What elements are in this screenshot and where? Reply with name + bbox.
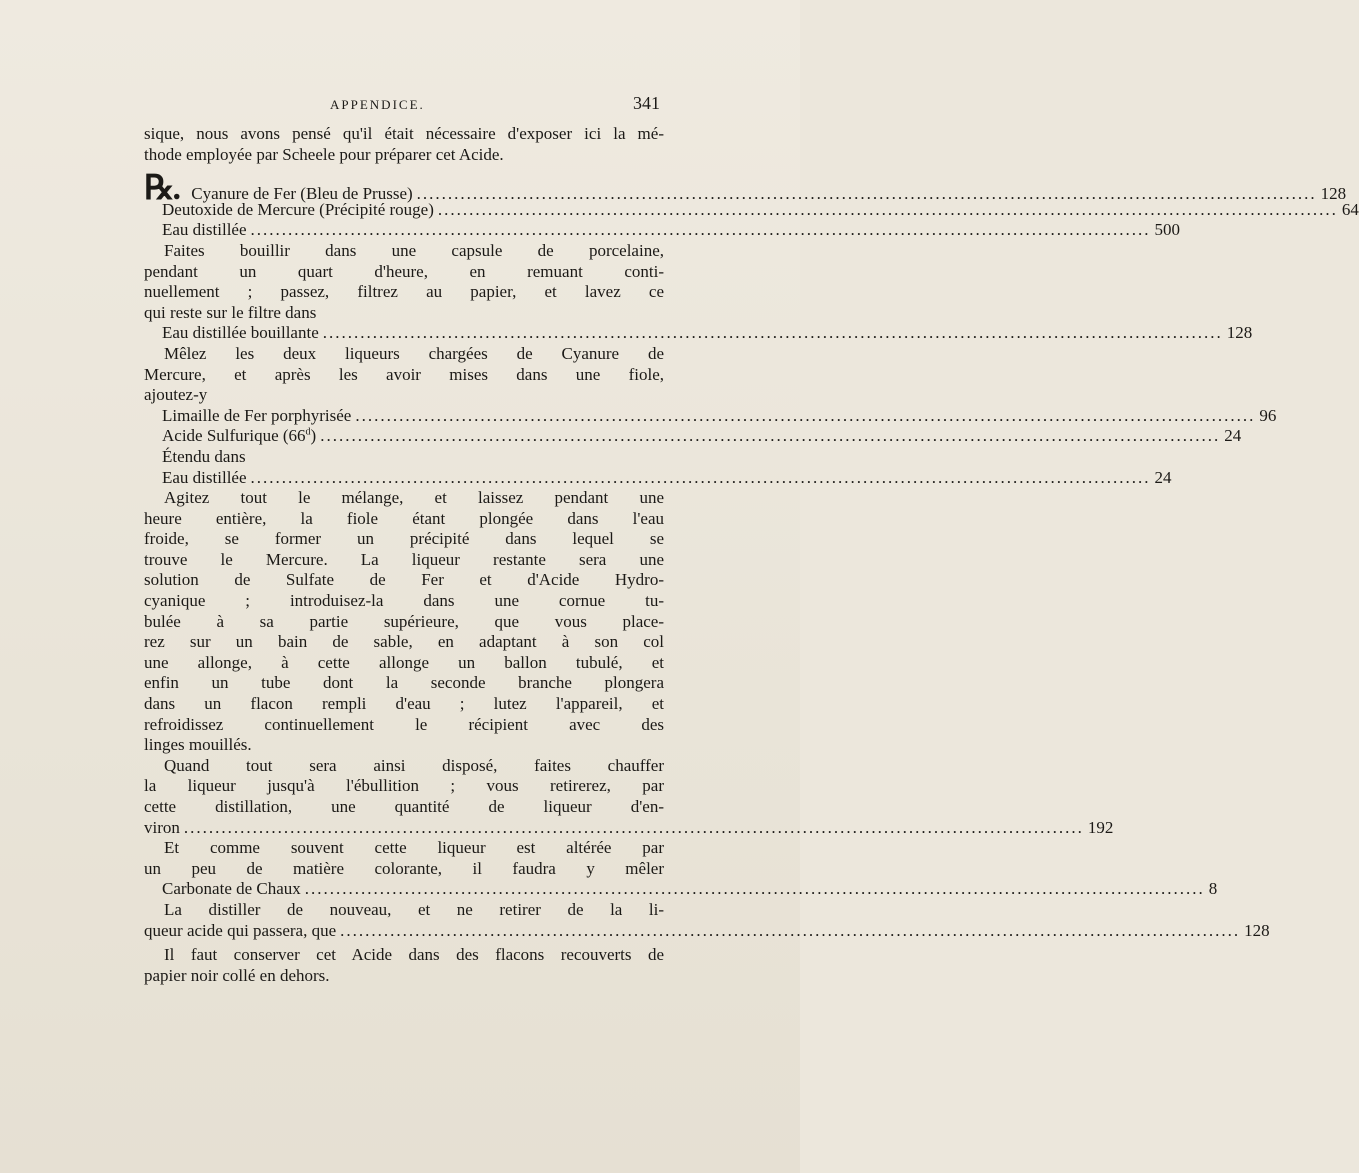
ingredient-quantity: 128 xyxy=(1244,920,1270,940)
paragraph-line: solution de Sulfate de Fer et d'Acide Hydro- xyxy=(144,570,664,590)
paragraph-line: qui reste sur le filtre dans xyxy=(144,302,317,322)
leader-dots: ................................................................................................................................................ xyxy=(340,920,1241,940)
ingredient-label: viron xyxy=(144,817,180,837)
recipe-item xyxy=(144,426,1242,447)
ingredient-quantity: 24 xyxy=(1224,426,1242,446)
paragraph-line: linges mouillés. xyxy=(144,735,252,755)
ingredient-quantity: 192 xyxy=(1087,817,1114,837)
closing-line: Il faut conserver cet Acide dans des flacons recouverts de xyxy=(164,945,664,965)
ingredient-quantity: 96 xyxy=(1259,405,1277,425)
paragraph-line: nuellement ; passez, filtrez au papier, et lavez ce xyxy=(144,282,664,302)
recipe-item xyxy=(144,467,1172,489)
paragraph-line: bulée à sa partie supérieure, que vous place- xyxy=(144,611,664,631)
degree-superscript: d xyxy=(305,426,311,438)
leader-dots: ................................................................................................................................................ xyxy=(322,323,1223,343)
body-text xyxy=(144,124,1359,986)
leader-dots: ................................................................................................................................................ xyxy=(304,879,1205,899)
paragraph-line: ajoutez-y xyxy=(144,385,208,405)
recipe-item xyxy=(144,199,1359,221)
leader-dots: ................................................................................................................................................ xyxy=(183,817,1084,837)
ingredient-label: Carbonate de Chaux xyxy=(162,879,301,899)
paragraph-line: un peu de matière colorante, il faudra y mêler xyxy=(144,858,664,878)
paragraph-line: Étendu dans xyxy=(162,446,246,466)
recipe-symbol: ℞. xyxy=(144,170,179,208)
ingredient-label: Acide Sulfurique (66 xyxy=(162,426,306,446)
leader-dots: ................................................................................................................................................ xyxy=(416,184,1317,204)
ingredient-label-end: ) xyxy=(310,426,317,446)
recipe-item xyxy=(144,405,1277,427)
page-number: 341 xyxy=(633,93,660,113)
ingredient-quantity: 128 xyxy=(1320,184,1347,204)
paragraph-line: dans un flacon rempli d'eau ; lutez l'appareil, et xyxy=(144,694,664,714)
paragraph-line: une allonge, à cette allonge un ballon tubulé, et xyxy=(144,652,664,672)
paragraph-line: heure entière, la fiole étant plongée dans l'eau xyxy=(144,508,664,528)
paragraph-line: Mêlez les deux liqueurs chargées de Cyanure de xyxy=(164,343,664,363)
leader-dots: ................................................................................................................................................ xyxy=(250,467,1151,487)
leader-dots: ................................................................................................................................................ xyxy=(320,426,1221,446)
leader-dots: ................................................................................................................................................ xyxy=(250,220,1151,240)
ingredient-quantity: 24 xyxy=(1154,467,1172,487)
paragraph-line: rez sur un bain de sable, en adaptant à son col xyxy=(144,632,664,652)
intro-line: sique, nous avons pensé qu'il était nécessaire d'exposer ici la mé- xyxy=(144,124,664,143)
paragraph-line: la liqueur jusqu'à l'ébullition ; vous retirerez, par xyxy=(144,776,664,796)
paragraph-line: enfin un tube dont la seconde branche plongera xyxy=(144,673,664,693)
paragraph-line: La distiller de nouveau, et ne retirer de la li- xyxy=(164,899,664,919)
ingredient-quantity: 8 xyxy=(1208,879,1218,899)
paragraph-line: Quand tout sera ainsi disposé, faites chauffer xyxy=(164,755,664,775)
ingredient-label: Cyanure de Fer (Bleu de Prusse) xyxy=(191,184,413,204)
recipe-item xyxy=(144,170,1347,208)
ingredient-label: Eau distillée xyxy=(162,220,247,240)
page-header xyxy=(160,93,660,117)
paragraph-line: trouve le Mercure. La liqueur restante sera une xyxy=(144,549,664,569)
ingredient-label: Deutoxide de Mercure (Précipité rouge) xyxy=(162,199,434,219)
ingredient-quantity: 64 xyxy=(1341,199,1359,219)
ingredient-label: Eau distillée xyxy=(162,467,247,487)
paragraph-line: Et comme souvent cette liqueur est altérée par xyxy=(164,838,664,858)
ingredient-quantity: 500 xyxy=(1154,220,1181,240)
ingredient-quantity: 128 xyxy=(1226,323,1253,343)
paragraph-line: refroidissez continuellement le récipient avec des xyxy=(144,714,664,734)
intro-line: thode employée par Scheele pour préparer cet Acide. xyxy=(144,144,504,164)
leader-dots: ................................................................................................................................................ xyxy=(355,405,1256,425)
paragraph-line: cette distillation, une quantité de liqueur d'en- xyxy=(144,797,664,816)
ingredient-label: Limaille de Fer porphyrisée xyxy=(162,405,352,425)
ingredient-label: queur acide qui passera, que xyxy=(144,920,337,940)
paragraph-line: Agitez tout le mélange, et laissez pendant une xyxy=(164,488,664,508)
paragraph-line: froide, se former un précipité dans lequel se xyxy=(144,529,664,549)
recipe-item xyxy=(144,220,1181,241)
ingredient-label: Eau distillée bouillante xyxy=(162,323,319,343)
recipe-item xyxy=(144,879,1218,900)
recipe-item xyxy=(144,323,1253,344)
leader-dots: ................................................................................................................................................ xyxy=(437,199,1338,219)
paragraph-line: cyanique ; introduisez-la dans une cornue tu- xyxy=(144,591,664,611)
paragraph-line: Mercure, et après les avoir mises dans une fiole, xyxy=(144,364,664,384)
closing-line: papier noir collé en dehors. xyxy=(144,965,330,985)
running-head: APPENDICE. xyxy=(330,97,425,112)
recipe-item xyxy=(144,817,1114,839)
recipe-item xyxy=(144,920,1270,942)
paragraph-line: pendant un quart d'heure, en remuant conti- xyxy=(144,261,664,281)
paragraph-line: Faites bouillir dans une capsule de porcelaine, xyxy=(164,240,664,260)
